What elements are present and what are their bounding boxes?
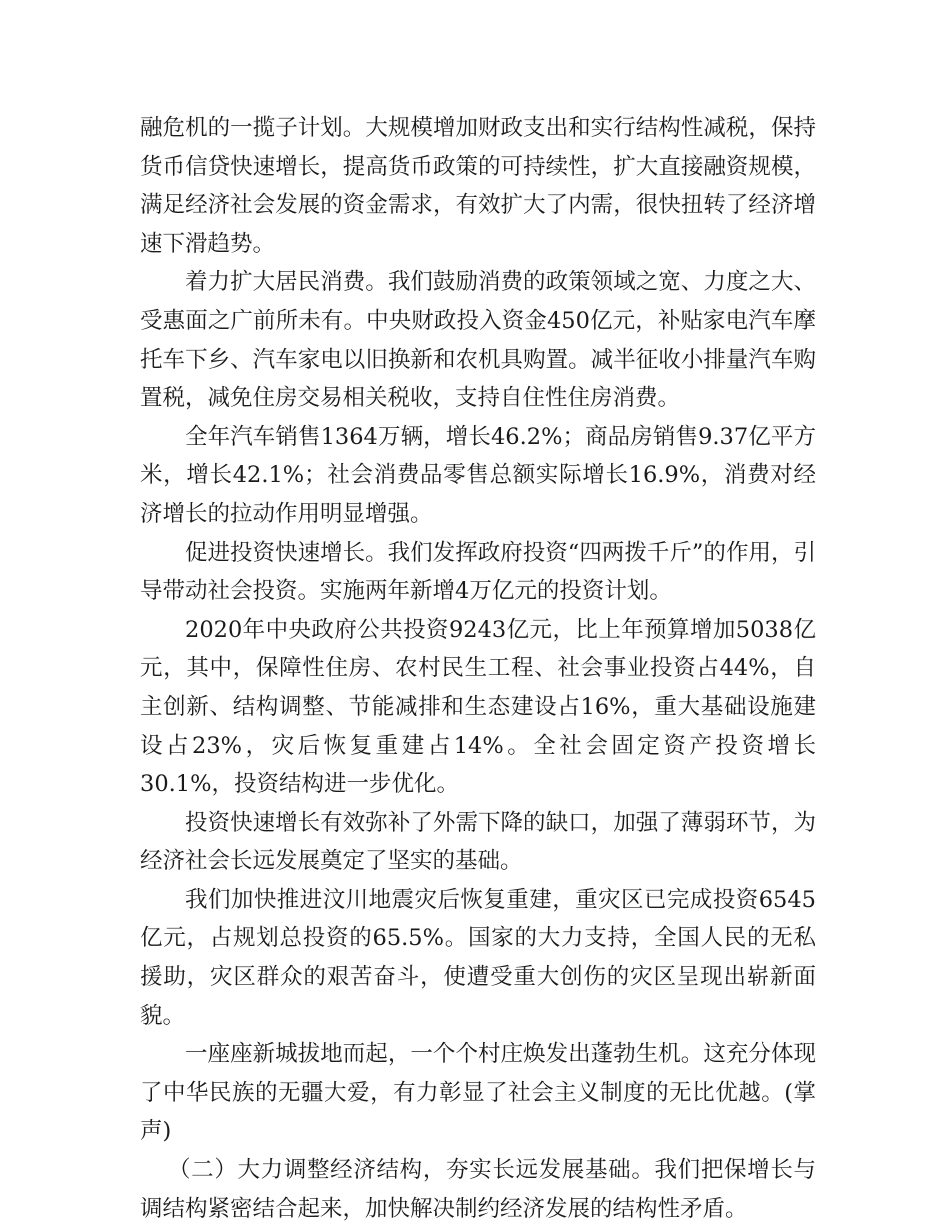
paragraph: 促进投资快速增长。我们发挥政府投资“四两拨千斤”的作用，引导带动社会投资。实施两年新增4万亿元的投资计划。	[140, 539, 816, 605]
paragraph: 我们加快推进汶川地震灾后恢复重建，重灾区已完成投资6545亿元，占规划总投资的65.5%。国家的大力支持，全国人民的无私援助，灾区群众的艰苦奋斗，使遭受重大创伤的灾区呈现出崭新面貌。	[140, 886, 816, 1029]
paragraph: 一座座新城拔地而起，一个个村庄焕发出蓬勃生机。这充分体现了中华民族的无疆大爱，有力彰显了社会主义制度的无比优越。(掌声)	[140, 1041, 816, 1145]
paragraph: 投资快速增长有效弥补了外需下降的缺口，加强了薄弱环节，为经济社会长远发展奠定了坚实的基础。	[140, 809, 816, 875]
section-heading-paragraph: （二）大力调整经济结构，夯实长远发展基础。我们把保增长与调结构紧密结合起来，加快解决制约经济发展的结构性矛盾。	[140, 1157, 816, 1222]
paragraph: 着力扩大居民消费。我们鼓励消费的政策领域之宽、力度之大、受惠面之广前所未有。中央财政投入资金450亿元，补贴家电汽车摩托车下乡、汽车家电以旧换新和农机具购置。减半征收小排量汽车购置税，减免住房交易相关税收，支持自住性住房消费。	[140, 269, 816, 412]
document-body	[140, 109, 816, 1228]
paragraph: 全年汽车销售1364万辆，增长46.2%；商品房销售9.37亿平方米，增长42.1%；社会消费品零售总额实际增长16.9%，消费对经济增长的拉动作用明显增强。	[140, 423, 816, 527]
paragraph: 融危机的一揽子计划。大规模增加财政支出和实行结构性减税，保持货币信贷快速增长，提高货币政策的可持续性，扩大直接融资规模，满足经济社会发展的资金需求，有效扩大了内需，很快扭转了经济增速下滑趋势。	[140, 115, 816, 257]
paragraph: 2020年中央政府公共投资9243亿元，比上年预算增加5038亿元，其中，保障性住房、农村民生工程、社会事业投资占44%，自主创新、结构调整、节能减排和生态建设占16%，重大基础设施建设占23%，灾后恢复重建占14%。全社会固定资产投资增长30.1%，投资结构进一步优化。	[140, 616, 816, 798]
